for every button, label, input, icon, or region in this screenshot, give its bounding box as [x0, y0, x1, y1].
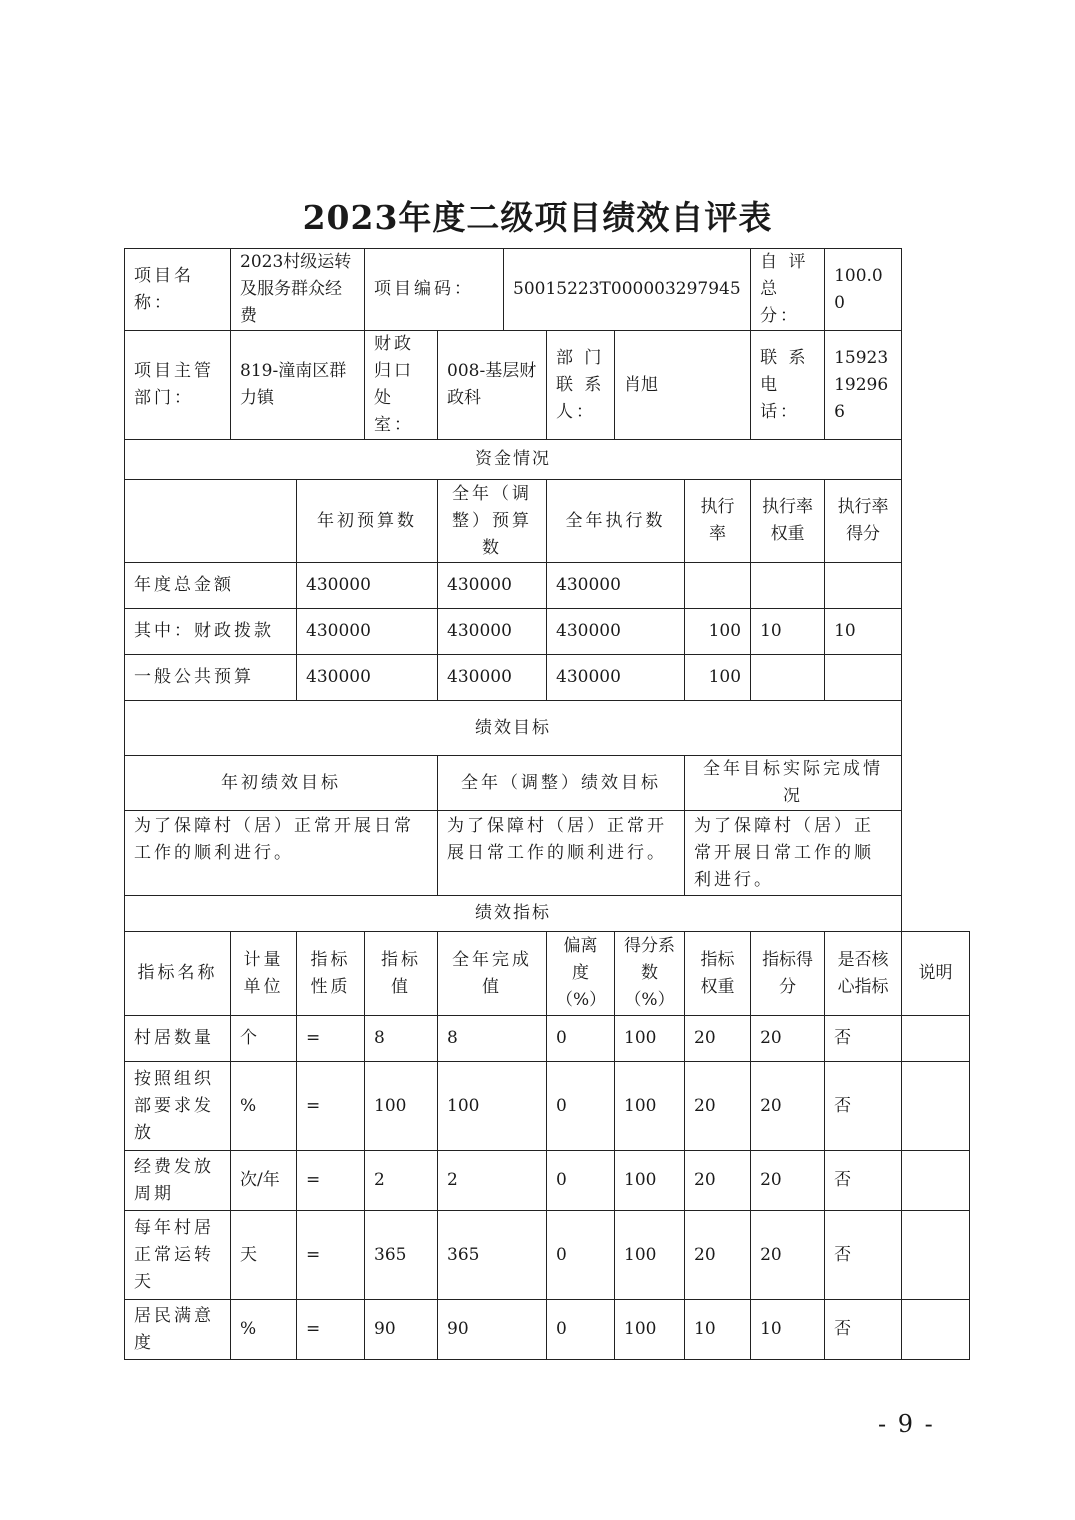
dept-label: 项目主管部门：: [125, 331, 231, 440]
project-name-label: 项目名称：: [125, 249, 231, 331]
funds-row: [125, 655, 970, 701]
indicator-cell: 90: [438, 1300, 547, 1360]
indicator-row: [125, 1211, 970, 1300]
funds-cell: 430000: [297, 609, 438, 655]
indicator-row: [125, 1300, 970, 1360]
indicators-header: 指标权重: [685, 932, 751, 1016]
goals-value-row: [125, 811, 970, 896]
funds-cell: 其中：财政拨款: [125, 609, 297, 655]
indicator-cell: 20: [751, 1211, 825, 1300]
funds-cell: [751, 563, 825, 609]
indicator-cell: 8: [365, 1016, 438, 1062]
contact-label: 部 门 联 系 人：: [547, 331, 615, 440]
phone-label: 联 系 电话：: [751, 331, 825, 440]
funds-cell: 430000: [297, 563, 438, 609]
page-number: - 9 -: [878, 1410, 935, 1438]
funds-section-title: 资金情况: [125, 440, 902, 480]
indicator-cell: 次/年: [231, 1151, 297, 1211]
indicator-cell: 20: [685, 1151, 751, 1211]
funds-row: [125, 609, 970, 655]
indicator-cell: 100: [615, 1062, 685, 1151]
indicator-cell: 否: [825, 1062, 902, 1151]
indicator-cell: 0: [547, 1151, 615, 1211]
goals-header: 全年（调整）绩效目标: [438, 756, 685, 811]
indicator-row: [125, 1016, 970, 1062]
funds-cell: [825, 655, 902, 701]
indicator-cell: =: [297, 1151, 365, 1211]
indicator-cell: =: [297, 1016, 365, 1062]
funds-cell: 430000: [297, 655, 438, 701]
indicator-cell: =: [297, 1300, 365, 1360]
indicators-header-row: [125, 932, 970, 1016]
funds-row: [125, 563, 970, 609]
goals-header-row: [125, 756, 970, 811]
indicator-cell: 90: [365, 1300, 438, 1360]
indicators-header: 计量单位: [231, 932, 297, 1016]
evaluation-table: [124, 248, 970, 1360]
indicator-cell: 365: [365, 1211, 438, 1300]
funds-cell: 430000: [547, 563, 685, 609]
self-score-value: 100.00: [825, 249, 902, 331]
funds-cell: 10: [751, 609, 825, 655]
info-row-1: [125, 249, 970, 331]
project-code-label: 项目编码：: [365, 249, 504, 331]
funds-cell: 100: [685, 609, 751, 655]
indicator-cell: 100: [615, 1211, 685, 1300]
funds-cell: [825, 563, 902, 609]
indicator-cell: 20: [751, 1062, 825, 1151]
funds-cell: 430000: [438, 563, 547, 609]
indicator-cell: 0: [547, 1211, 615, 1300]
goals-header: 全年目标实际完成情况: [685, 756, 902, 811]
funds-header: 执行率权重: [751, 480, 825, 563]
indicators-header: 说明: [902, 932, 970, 1016]
funds-header: 执行率得分: [825, 480, 902, 563]
indicator-cell: 20: [685, 1016, 751, 1062]
page-title: 2023年度二级项目绩效自评表: [302, 198, 773, 237]
indicator-cell: 否: [825, 1151, 902, 1211]
indicator-cell: 10: [685, 1300, 751, 1360]
funds-header-row: [125, 480, 970, 563]
funds-cell: 年度总金额: [125, 563, 297, 609]
indicator-cell: 100: [438, 1062, 547, 1151]
indicator-cell: 0: [547, 1016, 615, 1062]
funds-cell: 100: [685, 655, 751, 701]
indicators-header: 是否核心指标: [825, 932, 902, 1016]
funds-cell: 430000: [438, 609, 547, 655]
finance-value: 008-基层财政科: [438, 331, 547, 440]
indicator-cell: 100: [365, 1062, 438, 1151]
indicators-header: 得分系数（%）: [615, 932, 685, 1016]
indicator-cell: 天: [231, 1211, 297, 1300]
indicators-header: 偏离度（%）: [547, 932, 615, 1016]
indicators-header: 全年完成值: [438, 932, 547, 1016]
indicator-row: [125, 1151, 970, 1211]
contact-value: 肖旭: [615, 331, 751, 440]
funds-cell: 一般公共预算: [125, 655, 297, 701]
indicator-name-cell: 村居数量: [125, 1016, 231, 1062]
indicator-name-cell: 经费发放周期: [125, 1151, 231, 1211]
goals-value: 为了保障村（居）正常开展日常工作的顺利进行。: [685, 811, 902, 896]
indicator-cell: [902, 1016, 970, 1062]
indicator-cell: 100: [615, 1016, 685, 1062]
funds-header: 全年执行数: [547, 480, 685, 563]
goals-header: 年初绩效目标: [125, 756, 438, 811]
project-name-value: 2023村级运转及服务群众经费: [231, 249, 365, 331]
indicator-cell: 365: [438, 1211, 547, 1300]
funds-cell: 430000: [547, 609, 685, 655]
goals-section-title: 绩效目标: [125, 701, 902, 756]
funds-header: 年初预算数: [297, 480, 438, 563]
indicator-cell: 100: [615, 1300, 685, 1360]
indicator-cell: 0: [547, 1300, 615, 1360]
funds-cell: 430000: [547, 655, 685, 701]
indicators-header: 指标名称: [125, 932, 231, 1016]
funds-cell: 430000: [438, 655, 547, 701]
indicators-header: 指标得分: [751, 932, 825, 1016]
funds-header: 执行率: [685, 480, 751, 563]
indicator-cell: 20: [751, 1016, 825, 1062]
finance-label: 财政归口处室：: [365, 331, 438, 440]
self-score-label: 自 评 总分：: [751, 249, 825, 331]
indicator-name-cell: 居民满意度: [125, 1300, 231, 1360]
goals-section-row: [125, 701, 970, 756]
indicator-name-cell: 按照组织部要求发放: [125, 1062, 231, 1151]
indicator-cell: 0: [547, 1062, 615, 1151]
funds-cell: 10: [825, 609, 902, 655]
indicator-cell: =: [297, 1062, 365, 1151]
indicator-cell: =: [297, 1211, 365, 1300]
dept-value: 819-潼南区群力镇: [231, 331, 365, 440]
indicators-section-row: [125, 896, 970, 932]
indicator-cell: 20: [685, 1062, 751, 1151]
indicator-cell: 个: [231, 1016, 297, 1062]
indicator-cell: [902, 1211, 970, 1300]
indicator-cell: 100: [615, 1151, 685, 1211]
indicator-cell: [902, 1300, 970, 1360]
indicator-cell: 20: [685, 1211, 751, 1300]
goals-value: 为了保障村（居）正常开展日常工作的顺利进行。: [438, 811, 685, 896]
info-row-2: [125, 331, 970, 440]
indicator-cell: 2: [438, 1151, 547, 1211]
funds-header: 全年（调整）预算数: [438, 480, 547, 563]
indicators-header: 指标性质: [297, 932, 365, 1016]
indicator-cell: %: [231, 1300, 297, 1360]
indicators-header: 指标值: [365, 932, 438, 1016]
indicator-cell: 8: [438, 1016, 547, 1062]
indicator-row: [125, 1062, 970, 1151]
funds-cell: [751, 655, 825, 701]
phone-value: 15923192966: [825, 331, 902, 440]
indicators-section-title: 绩效指标: [125, 896, 902, 932]
indicator-cell: 10: [751, 1300, 825, 1360]
indicator-cell: 20: [751, 1151, 825, 1211]
funds-section-row: [125, 440, 970, 480]
indicator-cell: [902, 1151, 970, 1211]
indicator-cell: [902, 1062, 970, 1151]
indicator-cell: 否: [825, 1300, 902, 1360]
goals-value: 为了保障村（居）正常开展日常工作的顺利进行。: [125, 811, 438, 896]
indicator-name-cell: 每年村居正常运转天: [125, 1211, 231, 1300]
indicator-cell: 否: [825, 1016, 902, 1062]
funds-header: [125, 480, 297, 563]
project-code-value: 50015223T000003297945: [504, 249, 751, 331]
indicator-cell: 否: [825, 1211, 902, 1300]
funds-cell: [685, 563, 751, 609]
indicator-cell: 2: [365, 1151, 438, 1211]
indicator-cell: %: [231, 1062, 297, 1151]
